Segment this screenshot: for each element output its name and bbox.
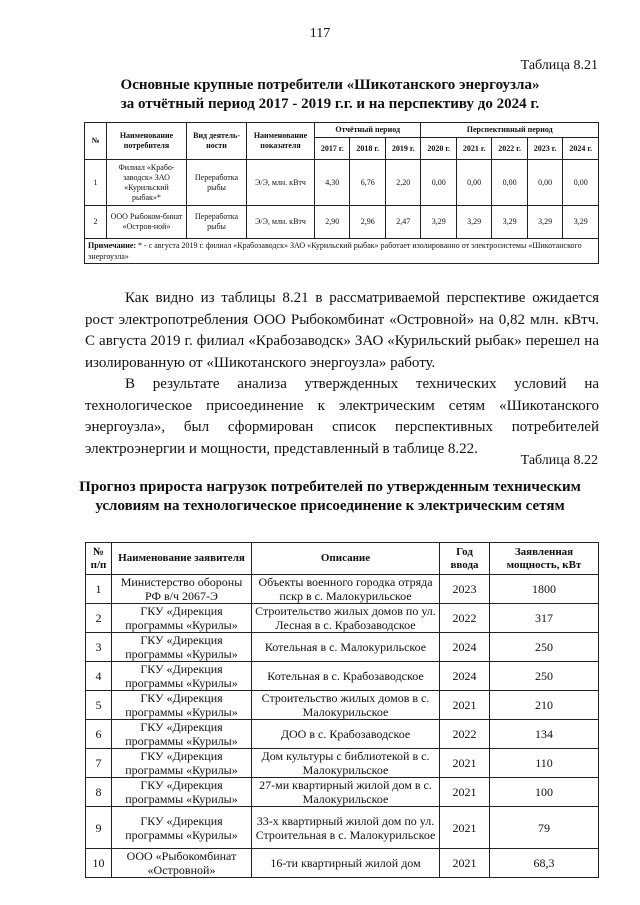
cell-num: 9	[86, 807, 112, 849]
header-perspective-period: Перспективный период	[421, 123, 599, 138]
table-8-22	[85, 542, 599, 878]
table-8-22-label: Таблица 8.22	[520, 453, 598, 468]
cell-year: 2023	[440, 575, 490, 604]
header-year: Год ввода	[440, 543, 490, 575]
cell-num: 1	[86, 575, 112, 604]
cell-activity: Переработка рыбы	[187, 206, 247, 239]
cell-applicant: ГКУ «Дирекция программы «Курилы»	[112, 662, 252, 691]
paragraph-2-text: В результате анализа утвержденных технических условий на технологическое присоединение к электрическим сетям «Шикотанского энергоузла», был сформирован список перспективных потребителей электроэнергии и мощности, представленный в таблице 8.22.	[85, 376, 599, 457]
header-year: 2024 г.	[563, 138, 599, 160]
cell-power: 317	[490, 604, 599, 633]
cell-power: 79	[490, 807, 599, 849]
cell-year: 2022	[440, 720, 490, 749]
header-description: Описание	[252, 543, 440, 575]
header-power: Заявленная мощность, кВт	[490, 543, 599, 575]
cell-year: 2024	[440, 633, 490, 662]
cell-year: 2024	[440, 662, 490, 691]
cell-description: 16-ти квартирный жилой дом	[252, 849, 440, 878]
cell-value: 0,00	[563, 160, 599, 206]
cell-power: 210	[490, 691, 599, 720]
cell-num: 8	[86, 778, 112, 807]
table-row	[86, 575, 599, 604]
cell-power: 250	[490, 662, 599, 691]
cell-description: ДОО в с. Крабозаводское	[252, 720, 440, 749]
header-year: 2022 г.	[492, 138, 527, 160]
cell-value: 3,29	[456, 206, 491, 239]
cell-activity: Переработка рыбы	[187, 160, 247, 206]
cell-value: 3,29	[421, 206, 456, 239]
cell-year: 2021	[440, 749, 490, 778]
header-activity: Вид деятель- ности	[187, 123, 247, 160]
cell-applicant: ГКУ «Дирекция программы «Курилы»	[112, 604, 252, 633]
cell-indicator: Э/Э, млн. кВтч	[247, 206, 315, 239]
page-number: 117	[309, 26, 331, 41]
cell-description: Котельная в с. Малокурильское	[252, 633, 440, 662]
cell-value: 3,29	[563, 206, 599, 239]
table-8-21-title-line2: за отчётный период 2017 - 2019 г.г. и на перспективу до 2024 г.	[120, 96, 540, 112]
cell-num: 2	[86, 604, 112, 633]
table-row	[86, 778, 599, 807]
paragraph-1-text: Как видно из таблицы 8.21 в рассматриваемой перспективе ожидается рост электропотребления ООО Рыбокомбинат «Островной» на 0,82 млн. кВтч. С августа 2019 г. филиал «Крабозаводск» ЗАО «Курильский рыбак» перешел на изолированную от «Шикотанского энергоузла» работу.	[85, 290, 599, 371]
table-row	[86, 604, 599, 633]
header-consumer: Наименование потребителя	[107, 123, 187, 160]
table-8-21-label: Таблица 8.21	[520, 58, 598, 73]
table-note	[85, 239, 599, 264]
cell-value: 2,96	[350, 206, 385, 239]
cell-year: 2021	[440, 778, 490, 807]
table-8-21-title-line1: Основные крупные потребители «Шикотанского энергоузла»	[120, 77, 540, 93]
cell-description: Строительство жилых домов по ул. Лесная в с. Крабозаводское	[252, 604, 440, 633]
cell-value: 3,29	[492, 206, 527, 239]
cell-applicant: ГКУ «Дирекция программы «Курилы»	[112, 749, 252, 778]
header-applicant: Наименование заявителя	[112, 543, 252, 575]
table-8-21-title	[60, 76, 600, 114]
note-label: Примечание:	[88, 241, 137, 250]
cell-value: 0,00	[456, 160, 491, 206]
cell-num: 10	[86, 849, 112, 878]
header-year: 2020 г.	[421, 138, 456, 160]
table-row	[86, 749, 599, 778]
cell-power: 1800	[490, 575, 599, 604]
table-8-22-title: Прогноз прироста нагрузок потребителей по утвержденным техническим условиям на технологическое присоединение к электрическим сетям	[79, 479, 581, 514]
cell-consumer: ООО Рыбоком-бинат «Остров-ной»	[107, 206, 187, 239]
note-text: * - с августа 2019 г. филиал «Крабозаводск» ЗАО «Курильский рыбак» работает изолированно от электросистемы «Шикотанского энергоузла»	[88, 241, 582, 261]
cell-power: 100	[490, 778, 599, 807]
cell-description: Объекты военного городка отряда пскр в с. Малокурильское	[252, 575, 440, 604]
cell-value: 4,30	[315, 160, 350, 206]
cell-value: 0,00	[492, 160, 527, 206]
cell-value: 3,29	[527, 206, 562, 239]
table-row	[85, 160, 599, 206]
cell-value: 6,76	[350, 160, 385, 206]
cell-year: 2021	[440, 807, 490, 849]
cell-applicant: ГКУ «Дирекция программы «Курилы»	[112, 691, 252, 720]
cell-num: 4	[86, 662, 112, 691]
cell-description: 33-х квартирный жилой дом по ул. Строительная в с. Малокурильское	[252, 807, 440, 849]
cell-applicant: ООО «Рыбокомбинат «Островной»	[112, 849, 252, 878]
cell-year: 2022	[440, 604, 490, 633]
cell-value: 2,20	[385, 160, 420, 206]
cell-description: Котельная в с. Крабозаводское	[252, 662, 440, 691]
table-row	[86, 633, 599, 662]
cell-num: 5	[86, 691, 112, 720]
cell-value: 0,00	[421, 160, 456, 206]
header-year: 2019 г.	[385, 138, 420, 160]
cell-power: 250	[490, 633, 599, 662]
table-8-21	[84, 122, 599, 264]
table-row	[86, 691, 599, 720]
paragraph-2	[85, 374, 599, 460]
cell-num: 6	[86, 720, 112, 749]
cell-description: 27-ми квартирный жилой дом в с. Малокурильское	[252, 778, 440, 807]
cell-indicator: Э/Э, млн. кВтч	[247, 160, 315, 206]
table-row	[86, 849, 599, 878]
header-year: 2023 г.	[527, 138, 562, 160]
cell-applicant: ГКУ «Дирекция программы «Курилы»	[112, 778, 252, 807]
cell-num: 2	[85, 206, 107, 239]
cell-consumer: Филиал «Крабо-заводск» ЗАО «Курильский рыбак»*	[107, 160, 187, 206]
cell-applicant: ГКУ «Дирекция программы «Курилы»	[112, 807, 252, 849]
cell-value: 2,47	[385, 206, 420, 239]
cell-value: 2,90	[315, 206, 350, 239]
table-row	[85, 206, 599, 239]
paragraph-1	[85, 288, 599, 374]
table-row	[86, 662, 599, 691]
cell-value: 0,00	[527, 160, 562, 206]
cell-power: 68,3	[490, 849, 599, 878]
header-num: №	[85, 123, 107, 160]
cell-applicant: Министерство обороны РФ в/ч 2067-Э	[112, 575, 252, 604]
cell-num: 3	[86, 633, 112, 662]
header-reporting-period: Отчётный период	[315, 123, 421, 138]
header-indicator: Наименование показателя	[247, 123, 315, 160]
cell-year: 2021	[440, 849, 490, 878]
header-year: 2017 г.	[315, 138, 350, 160]
cell-description: Дом культуры с библиотекой в с. Малокурильское	[252, 749, 440, 778]
header-num: № п/п	[86, 543, 112, 575]
cell-num: 1	[85, 160, 107, 206]
header-year: 2018 г.	[350, 138, 385, 160]
cell-power: 134	[490, 720, 599, 749]
cell-power: 110	[490, 749, 599, 778]
cell-description: Строительство жилых домов в с. Малокурильское	[252, 691, 440, 720]
cell-num: 7	[86, 749, 112, 778]
cell-applicant: ГКУ «Дирекция программы «Курилы»	[112, 633, 252, 662]
table-row	[86, 807, 599, 849]
table-note-row	[85, 239, 599, 264]
table-row	[86, 720, 599, 749]
header-year: 2021 г.	[456, 138, 491, 160]
cell-year: 2021	[440, 691, 490, 720]
cell-applicant: ГКУ «Дирекция программы «Курилы»	[112, 720, 252, 749]
